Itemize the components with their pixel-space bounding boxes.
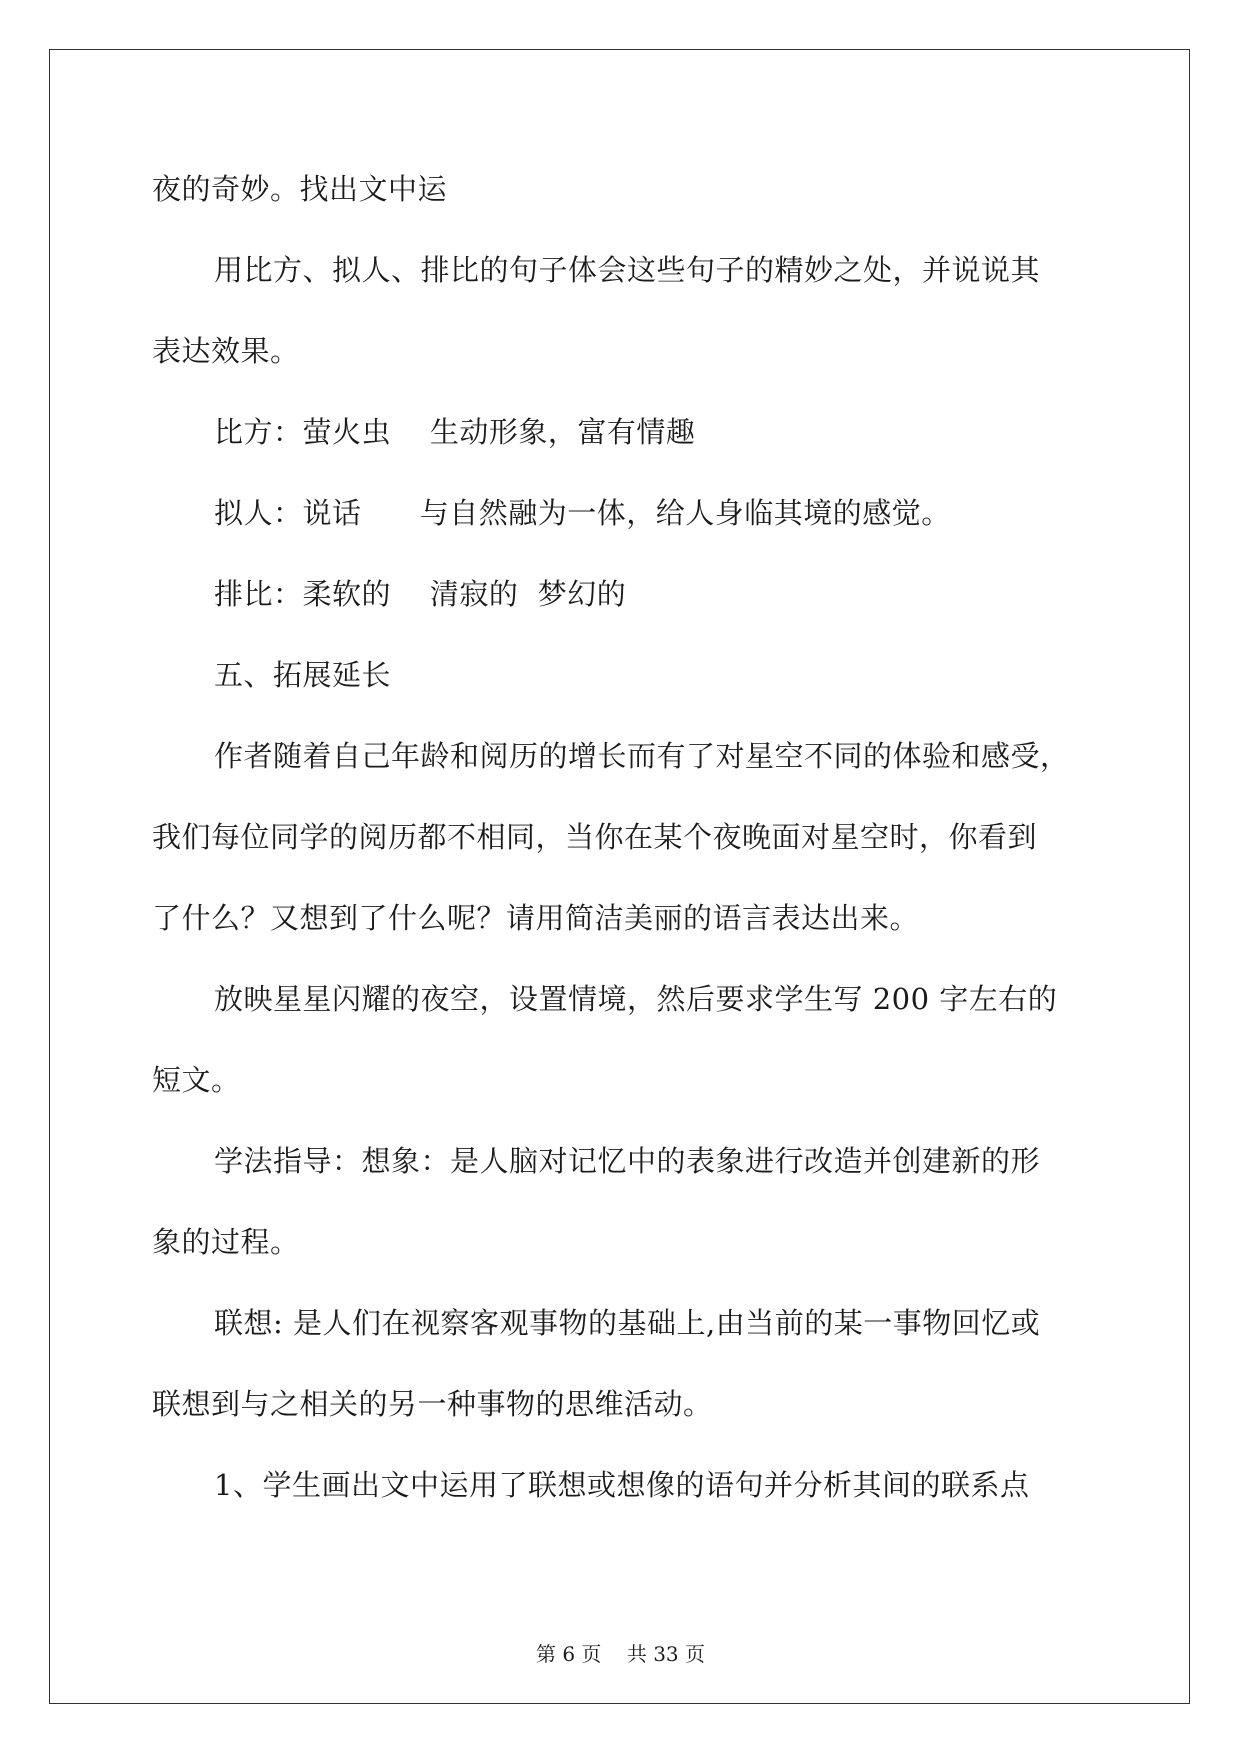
- body-line-13: 学法指导：想象：是人脑对记忆中的表象进行改造并创建新的形: [214, 1144, 1041, 1178]
- body-line-3: 表达效果。: [152, 334, 300, 368]
- body-line-1: 夜的奇妙。找出文中运: [152, 172, 448, 206]
- page-border: [49, 49, 1190, 1704]
- body-line-14: 象的过程。: [152, 1225, 300, 1259]
- body-line-6: 排比：柔软的 清寂的 梦幻的: [214, 577, 627, 611]
- body-line-8: 作者随着自己年龄和阅历的增长而有了对星空不同的体验和感受，: [214, 739, 1070, 773]
- body-line-10: 了什么？又想到了什么呢？请用简洁美丽的语言表达出来。: [152, 901, 920, 935]
- body-line-16: 联想到与之相关的另一种事物的思维活动。: [152, 1387, 713, 1421]
- body-line-11: 放映星星闪耀的夜空，设置情境，然后要求学生写 200 字左右的: [214, 982, 1058, 1016]
- section-heading: 五、拓展延长: [214, 658, 392, 692]
- body-line-9: 我们每位同学的阅历都不相同，当你在某个夜晚面对星空时，你看到: [152, 820, 1038, 854]
- body-line-12: 短文。: [152, 1063, 241, 1097]
- page-number-footer: 第 6 页 共 33 页: [535, 1642, 706, 1666]
- body-line-5: 拟人：说话 与自然融为一体，给人身临其境的感觉。: [214, 496, 951, 530]
- body-line-15: 联想: 是人们在视察客观事物的基础上,由当前的某一事物回忆或: [214, 1306, 1041, 1340]
- body-line-17: 1、学生画出文中运用了联想或想像的语句并分析其间的联系点: [214, 1468, 1030, 1502]
- body-line-4: 比方：萤火虫 生动形象，富有情趣: [214, 415, 696, 449]
- body-line-2: 用比方、拟人、排比的句子体会这些句子的精妙之处，并说说其: [214, 253, 1041, 287]
